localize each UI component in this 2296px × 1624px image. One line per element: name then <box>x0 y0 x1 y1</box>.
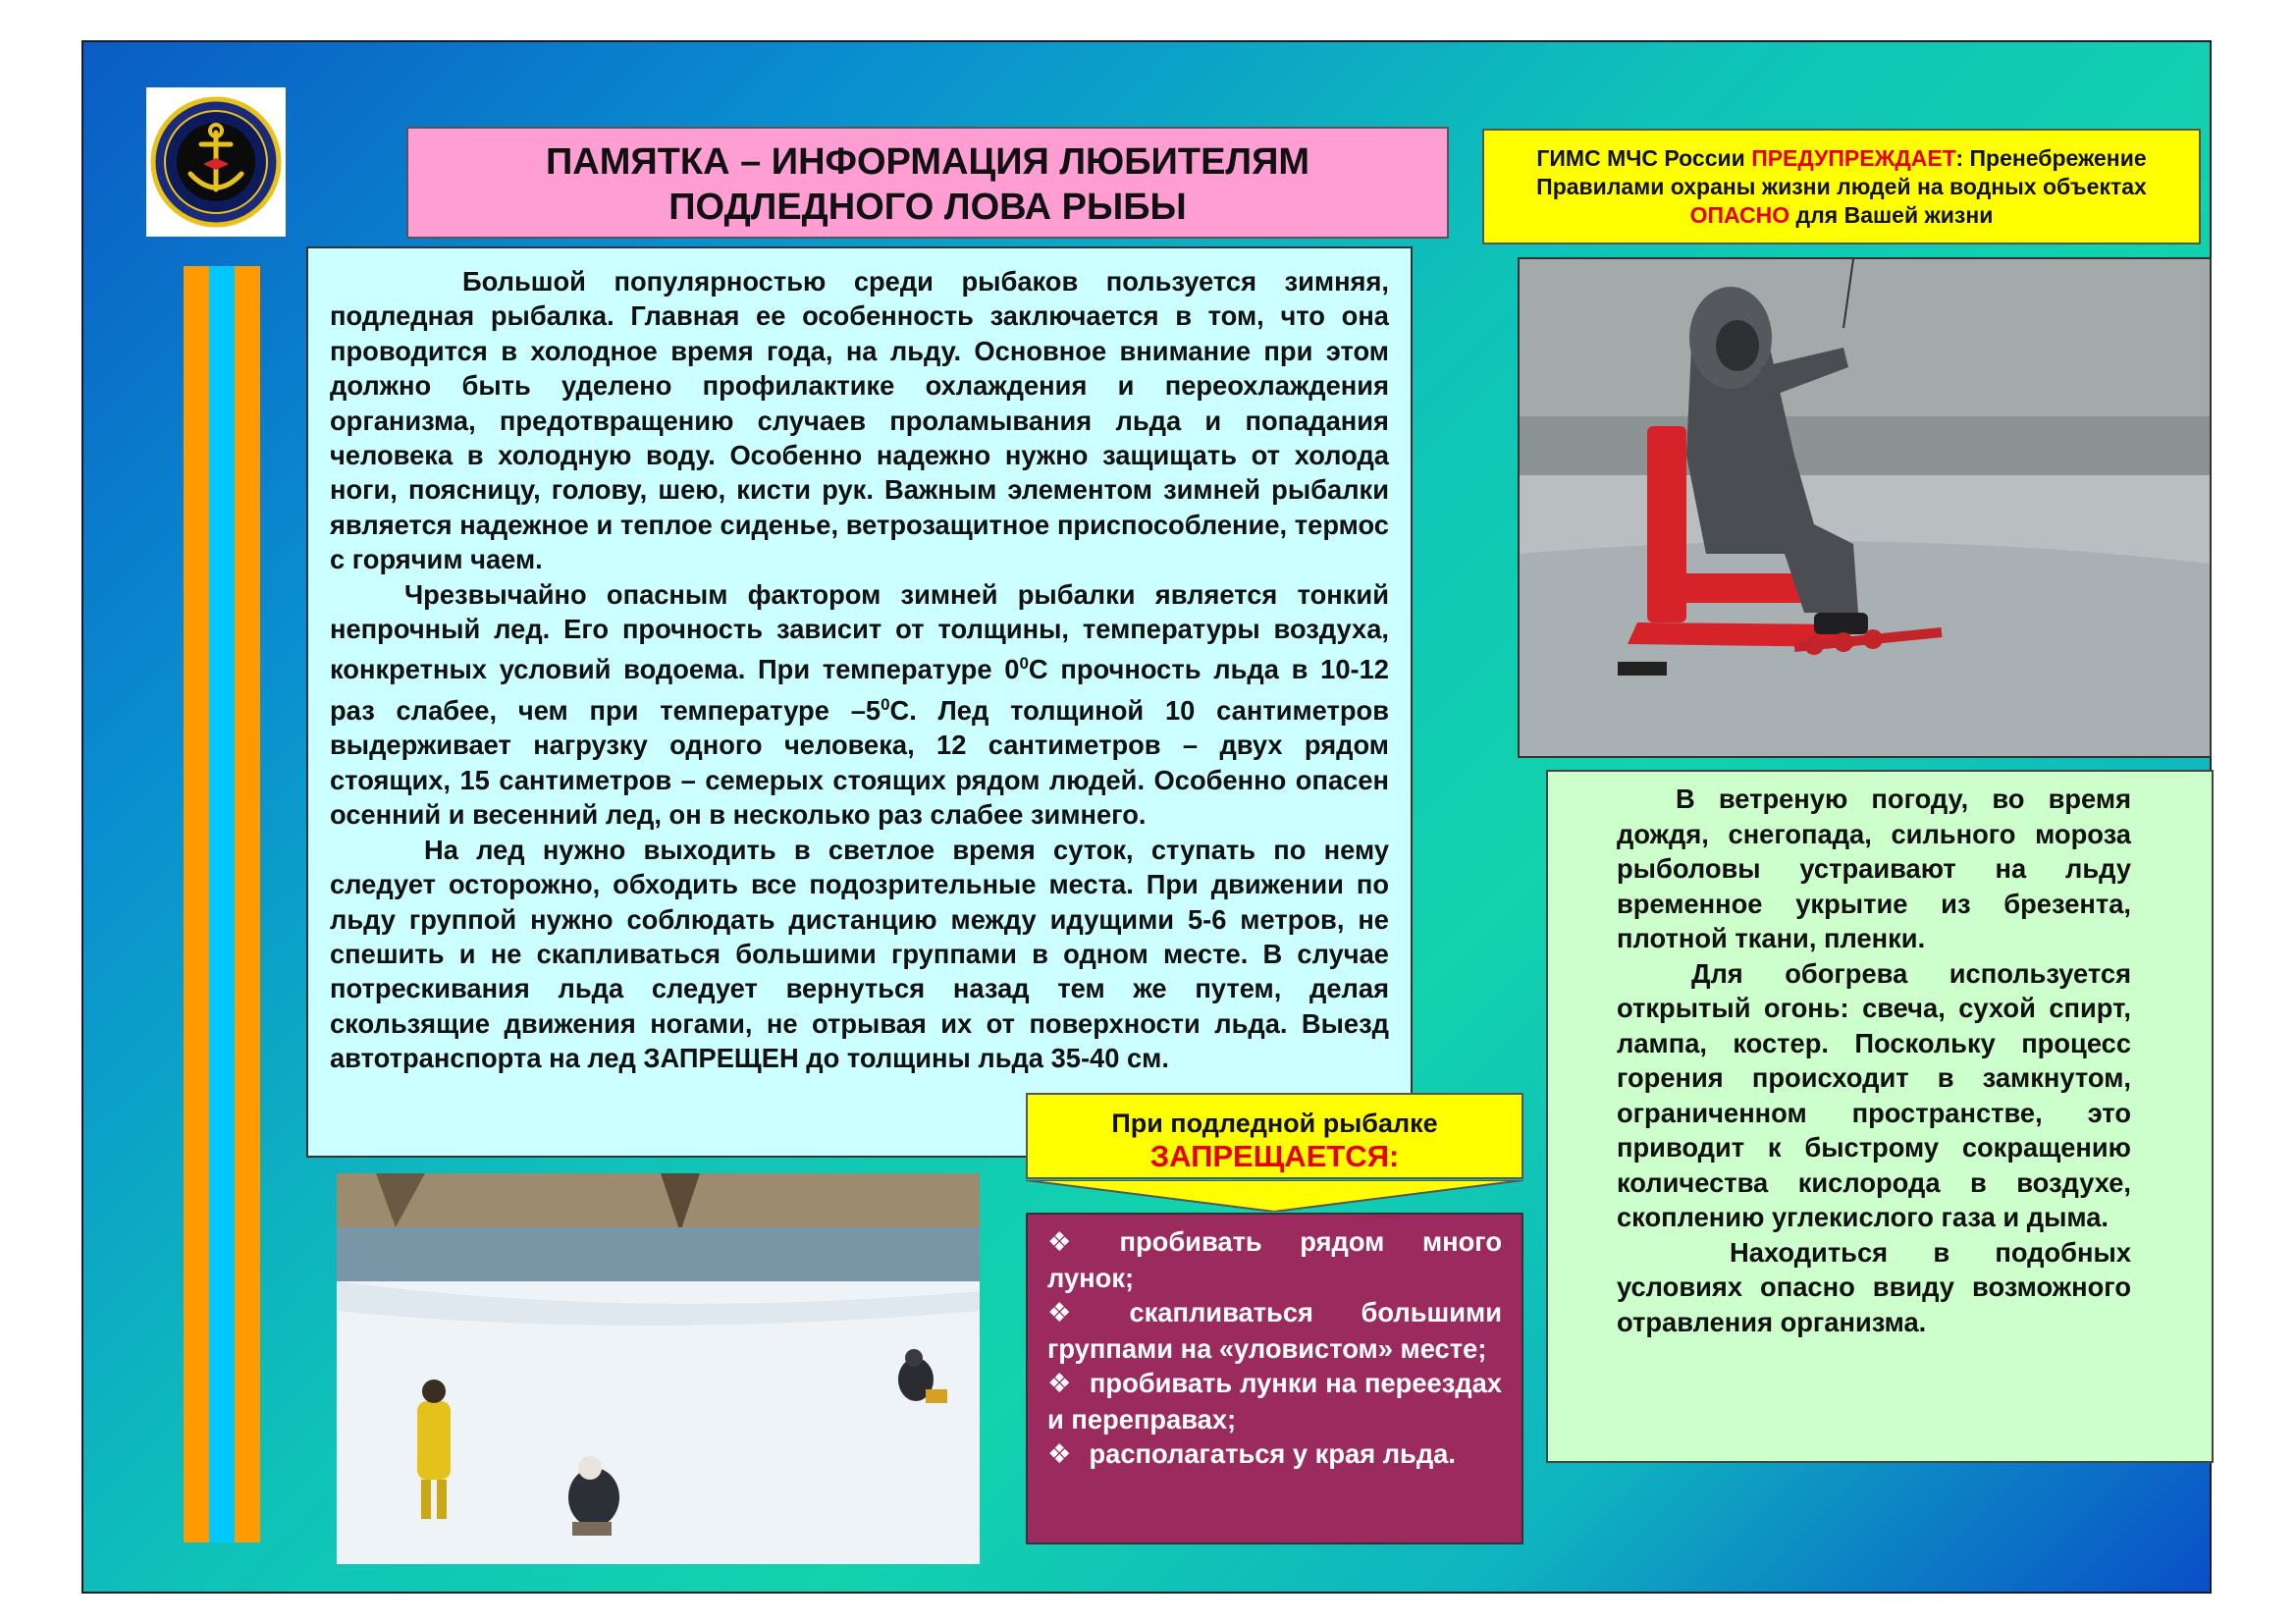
stripe-blue <box>209 266 235 1543</box>
forbidden-heading-red: ЗАПРЕЩАЕТСЯ: <box>1149 1139 1400 1173</box>
decorative-stripes <box>184 266 262 1543</box>
gims-emblem <box>146 87 286 237</box>
main-paragraph-2-b: С прочность льда в 10-12 раз слабее, чем при температуре –5 <box>330 654 1389 727</box>
warning-line-2: Правилами охраны жизни людей на водных объектах <box>1536 174 2147 199</box>
ice-fishers-illustration <box>337 1173 980 1564</box>
main-paragraph-2-c: С. Лед толщиной 10 сантиметров выдерживает нагрузку одного человека, 12 сантиметров – двух рядом стоящих, 15 сантиметров – семерых стоящих рядом людей. Особенно опасен осенний и весенний лед, он в несколько раз слабее зимнего. <box>330 695 1389 831</box>
warning-highlight-2: ОПАСНО <box>1689 202 1790 228</box>
right-text-box <box>1546 770 2214 1463</box>
list-item <box>1047 1436 1502 1473</box>
warning-line-1 <box>1484 144 2199 173</box>
ice-fishers-photo <box>337 1173 980 1564</box>
forbidden-heading-box <box>1026 1093 1523 1179</box>
forbidden-item-text: пробивать лунки на переездах и переправах; <box>1047 1368 1502 1435</box>
list-item <box>1047 1295 1502 1366</box>
main-paragraph-2 <box>330 577 1389 833</box>
main-paragraph-2-a: Чрезвычайно опасным фактором зимней рыбалки является тонкий непрочный лед. Его прочность зависит от толщины, температуры воздуха, конкретных условий водоема. При температуре 0 <box>330 578 1389 685</box>
page-title <box>406 127 1449 239</box>
forbidden-item-text: скапливаться большими группами на «уловистом» месте; <box>1047 1297 1502 1364</box>
right-paragraph-3: Находиться в подобных условиях опасно ввиду возможного отравления организма. <box>1617 1236 2131 1337</box>
degree-sup-2: 0 <box>881 694 890 714</box>
warning-part-1: ГИМС МЧС России <box>1536 145 1752 171</box>
stripe-orange <box>184 266 209 1543</box>
main-text-box <box>306 246 1413 1158</box>
forbidden-heading: При подледной рыбалке <box>1111 1109 1438 1138</box>
ice-fisherman-illustration <box>1520 259 2210 756</box>
ice-fisherman-photo <box>1518 257 2212 758</box>
warning-highlight-1: ПРЕДУПРЕЖДАЕТ <box>1751 145 1956 171</box>
warning-line-3 <box>1484 201 2199 230</box>
main-paragraph-3: На лед нужно выходить в светлое время суток, ступать по нему следует осторожно, обходить все подозрительные места. При движении по льду группой нужно соблюдать дистанцию между идущими 5-6 метров, не спешить и не скапливаться большими группами в одном месте. В случае потрескивания льда следует вернуться назад тем же путем, делая скользящие движения ногами, не отрывая их от поверхности льда. Выезд автотранспорта на лед ЗАПРЕЩЕН до толщины льда 35-40 см. <box>330 834 1389 1074</box>
poster <box>81 40 2212 1594</box>
main-paragraph-1: Большой популярностью среди рыбаков пользуется зимняя, подледная рыбалка. Главная ее особенность заключается в том, что она проводится в холодное время года, на льду. Основное внимание при этом должно быть уделено профилактике охлаждения и переохлаждения организма, предотвращению случаев проламывания льда и попадания человека в холодную воду. Особенно надежно нужно защищать от холода ноги, поясницу, голову, шею, кисти рук. Важным элементом зимней рыбалки является надежное и теплое сиденье, ветрозащитное приспособление, термос с горячим чаем. <box>330 266 1389 575</box>
forbidden-item-text: пробивать рядом много лунок; <box>1047 1226 1502 1293</box>
forbidden-list <box>1026 1213 1523 1544</box>
bullet-icon: ❖ <box>1047 1369 1072 1399</box>
right-paragraph-2: Для обогрева используется открытый огонь: свеча, сухой спирт, лампа, костер. Поскольку процесс горения происходит в замкнутом, ограниченном пространстве, это приводит к быстрому сокращению количества кислорода в воздухе, скоплению углекислого газа и дыма. <box>1617 957 2131 1232</box>
degree-sup-1: 0 <box>1019 654 1029 674</box>
warning-part-3: для Вашей жизни <box>1789 202 1994 228</box>
down-arrow-icon <box>1026 1180 1523 1212</box>
stripe-orange <box>235 266 260 1543</box>
title-line-2: ПОДЛЕДНОГО ЛОВА РЫБЫ <box>668 187 1187 228</box>
bullet-icon: ❖ <box>1047 1439 1072 1470</box>
list-item <box>1047 1366 1502 1436</box>
warning-part-2: : Пренебрежение <box>1955 145 2147 171</box>
bullet-icon: ❖ <box>1047 1298 1112 1328</box>
title-line-1: ПАМЯТКА – ИНФОРМАЦИЯ ЛЮБИТЕЛЯМ <box>545 141 1310 183</box>
bullet-icon: ❖ <box>1047 1227 1102 1258</box>
list-item <box>1047 1224 1502 1295</box>
anchor-emblem-icon <box>146 87 286 237</box>
warning-box <box>1482 129 2201 244</box>
forbidden-item-text: располагаться у края льда. <box>1089 1438 1456 1469</box>
right-paragraph-1: В ветреную погоду, во время дождя, снегопада, сильного мороза рыболовы устраивают на льду временное укрытие из брезента, плотной ткани, пленки. <box>1617 784 2131 953</box>
